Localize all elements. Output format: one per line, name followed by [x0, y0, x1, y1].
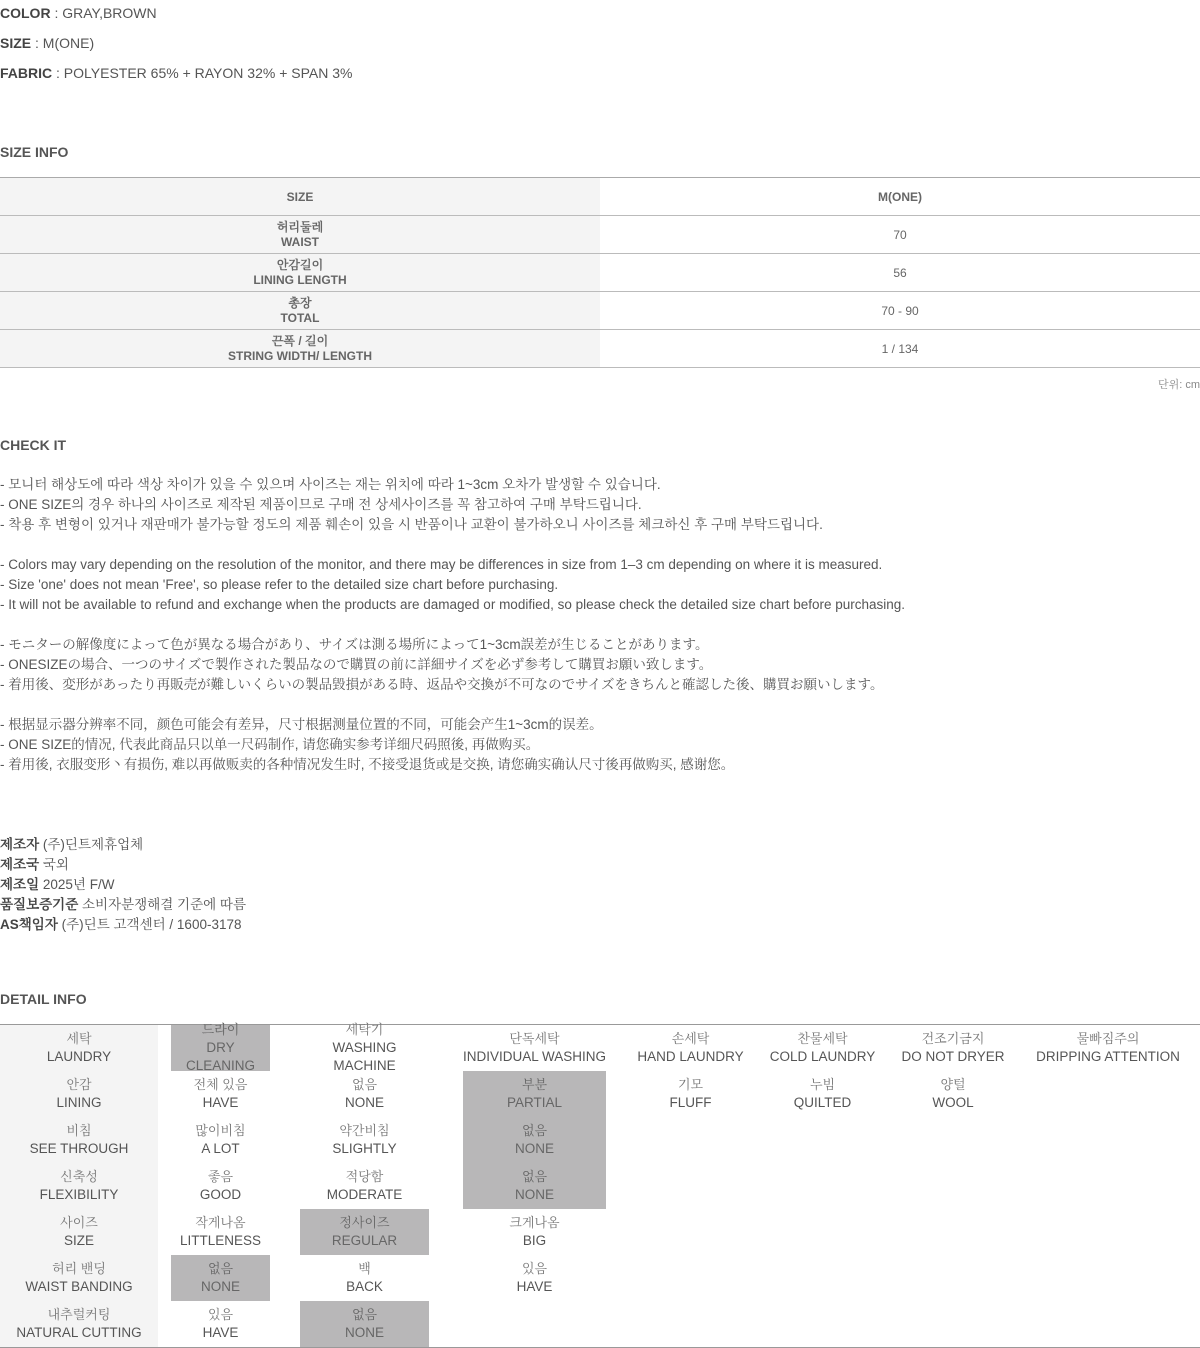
spec-fabric	[0, 63, 352, 83]
detail-option-en: HAVE	[202, 1325, 239, 1340]
detail-option-en: SLIGHTLY	[332, 1141, 397, 1156]
detail-label-ko: 비침	[66, 1123, 92, 1138]
detail-option-ko: 약간비침	[339, 1123, 390, 1138]
size-label-en: WAIST	[281, 234, 319, 249]
detail-row-label	[0, 1255, 158, 1301]
detail-info-title: DETAIL INFO	[0, 991, 87, 1007]
detail-option-selected	[300, 1301, 429, 1347]
detail-row-label	[0, 1209, 158, 1255]
detail-option	[463, 1214, 606, 1250]
maker-value: (주)딘트제휴업체	[39, 837, 144, 852]
detail-row-label	[0, 1071, 158, 1117]
size-label-en: STRING WIDTH/ LENGTH	[228, 348, 372, 363]
size-label-ko: 안감길이	[276, 257, 324, 272]
detail-label-ko: 허리 밴딩	[52, 1261, 106, 1276]
maker-value: 국외	[39, 857, 69, 872]
size-header-label: SIZE	[0, 178, 600, 215]
detail-option-en: MODERATE	[326, 1187, 403, 1202]
size-table-row	[0, 292, 1200, 330]
maker-line	[0, 895, 246, 915]
detail-option-ko: 드라이	[201, 1022, 240, 1037]
size-row-label	[0, 254, 600, 291]
check-line: - 着用後、変形があったり再販売が難しいくらいの製品毀損がある時、返品や交換が不可なのでサイズをきちんと確認した後、購買お願いします。	[0, 677, 884, 692]
detail-option-selected	[300, 1209, 429, 1255]
spec-label: SIZE	[0, 35, 32, 51]
size-table	[0, 177, 1200, 368]
detail-option	[463, 1260, 606, 1296]
detail-option-en: DRY CLEANING	[185, 1040, 256, 1073]
detail-option-ko: 기모	[677, 1077, 704, 1092]
detail-option-ko: 있음	[521, 1261, 548, 1276]
detail-option	[171, 1306, 270, 1342]
detail-option-en: NONE	[514, 1187, 554, 1202]
maker-value: 2025년 F/W	[39, 877, 115, 892]
detail-option-selected	[463, 1071, 606, 1117]
size-unit-note: 단위: cm	[1157, 379, 1200, 391]
detail-option-ko: 없음	[521, 1123, 548, 1138]
detail-option-en: WASHING MACHINE	[332, 1040, 397, 1073]
detail-label-ko: 안감	[66, 1077, 92, 1092]
detail-option-en: DRIPPING ATTENTION	[1036, 1049, 1180, 1064]
maker-line	[0, 855, 69, 875]
detail-option-en: WOOL	[932, 1095, 974, 1110]
detail-option-ko: 적당함	[345, 1169, 384, 1184]
detail-option-ko: 단독세탁	[509, 1031, 560, 1046]
detail-option-ko: 부분	[521, 1077, 548, 1092]
detail-option-en: BIG	[522, 1233, 547, 1248]
detail-option-en: HAVE	[516, 1279, 553, 1294]
maker-line	[0, 915, 241, 935]
spec-value: : M(ONE)	[31, 35, 95, 51]
detail-option-selected	[463, 1163, 606, 1209]
detail-option-ko: 세탁기	[345, 1022, 384, 1037]
detail-label-ko: 세탁	[66, 1031, 92, 1046]
detail-option-ko: 정사이즈	[339, 1215, 390, 1230]
spec-value: : POLYESTER 65% + RAYON 32% + SPAN 3%	[52, 65, 353, 81]
detail-option-en: NONE	[514, 1141, 554, 1156]
detail-option	[300, 1076, 429, 1112]
maker-label: 제조국	[0, 857, 40, 872]
detail-option-en: GOOD	[199, 1187, 242, 1202]
detail-label-en: NATURAL CUTTING	[16, 1325, 142, 1340]
size-label-ko: 총장	[288, 295, 312, 310]
spec-label: FABRIC	[0, 65, 53, 81]
size-table-row	[0, 216, 1200, 254]
check-line: - 착용 후 변형이 있거나 재판매가 불가능할 정도의 제품 훼손이 있을 시 반품이나 교환이 불가하오니 사이즈를 체크하신 후 구매 부탁드립니다.	[0, 517, 823, 532]
maker-line	[0, 835, 143, 855]
detail-option-ko: 없음	[521, 1169, 548, 1184]
size-row-label	[0, 330, 600, 367]
detail-option-en: PARTIAL	[506, 1095, 563, 1110]
maker-label: AS책임자	[0, 917, 58, 932]
size-row-label	[0, 216, 600, 253]
check-line: - モニターの解像度によって色が異なる場合があり、サイズは測る場所によって1~3cm誤差が生じることがあります。	[0, 637, 709, 652]
spec-label: COLOR	[0, 5, 51, 21]
size-table-row	[0, 254, 1200, 292]
detail-option	[171, 1122, 270, 1158]
detail-option-en: FLUFF	[669, 1095, 712, 1110]
detail-option-ko: 전체 있음	[193, 1077, 248, 1092]
detail-option	[171, 1076, 270, 1112]
detail-option-ko: 백	[358, 1261, 371, 1276]
detail-option-en: QUILTED	[793, 1095, 852, 1110]
detail-label-ko: 사이즈	[60, 1215, 98, 1230]
size-label-en: LINING LENGTH	[253, 272, 347, 287]
check-line: - ONESIZEの場合、一つのサイズで製作された製品なので購買の前に詳細サイズを必ず参考して購買お願い致します。	[0, 657, 713, 672]
detail-label-en: SIZE	[63, 1233, 94, 1248]
detail-option-ko: 없음	[351, 1077, 378, 1092]
size-row-value: 70 - 90	[881, 303, 919, 318]
size-label-en: TOTAL	[280, 310, 320, 325]
detail-option	[300, 1022, 429, 1073]
detail-label-en: LAUNDRY	[46, 1049, 112, 1064]
detail-option-en: REGULAR	[331, 1233, 398, 1248]
detail-option-ko: 찬물세탁	[797, 1031, 848, 1046]
spec-color	[0, 3, 157, 23]
size-row-label	[0, 292, 600, 329]
size-info-title: SIZE INFO	[0, 144, 69, 160]
detail-option-en: NONE	[200, 1279, 240, 1294]
detail-option	[171, 1214, 270, 1250]
detail-option-selected	[171, 1022, 270, 1073]
check-line: - ONE SIZE의 경우 하나의 사이즈로 제작된 제품이므로 구매 전 상세사이즈를 꼭 참고하여 구매 부탁드립니다.	[0, 497, 642, 512]
detail-option	[171, 1168, 270, 1204]
detail-option	[754, 1030, 891, 1066]
detail-option-ko: 없음	[207, 1261, 234, 1276]
detail-option-ko: 좋음	[207, 1169, 234, 1184]
detail-option	[891, 1076, 1015, 1112]
detail-option-ko: 손세탁	[671, 1031, 710, 1046]
size-header-value: M(ONE)	[878, 189, 922, 204]
detail-option	[754, 1076, 891, 1112]
detail-row-label	[0, 1301, 158, 1347]
check-line: - 着用後, 衣服变形丶有损伤, 难以再做贩卖的各种情况发生时, 不接受退货或是交换, 请您确实确认尺寸後再做购买, 感谢您。	[0, 757, 735, 772]
detail-info-table	[0, 1024, 1200, 1348]
detail-option	[628, 1076, 753, 1112]
detail-option	[300, 1122, 429, 1158]
detail-option-selected	[171, 1255, 270, 1301]
detail-option-en: HAND LAUNDRY	[637, 1049, 744, 1064]
detail-option	[300, 1168, 429, 1204]
detail-option-ko: 없음	[351, 1307, 378, 1322]
detail-option-en: INDIVIDUAL WASHING	[463, 1049, 607, 1064]
detail-option	[300, 1260, 429, 1296]
detail-label-en: SEE THROUGH	[29, 1141, 129, 1156]
size-table-header	[0, 178, 1200, 216]
size-row-value: 70	[893, 227, 907, 242]
detail-row-label	[0, 1025, 158, 1071]
maker-line	[0, 875, 114, 895]
size-table-row	[0, 330, 1200, 368]
detail-row-label	[0, 1163, 158, 1209]
size-label-ko: 허리둘레	[276, 219, 324, 234]
check-line: - 모니터 해상도에 따라 색상 차이가 있을 수 있으며 사이즈는 재는 위치에 따라 1~3cm 오차가 발생할 수 있습니다.	[0, 477, 661, 492]
detail-option-en: HAVE	[202, 1095, 239, 1110]
maker-label: 제조일	[0, 877, 40, 892]
detail-option	[891, 1030, 1015, 1066]
check-line: - 根据显示器分辨率不同，颜色可能会有差异，尺寸根据测量位置的不同，可能会产生1~3cm的误差。	[0, 717, 603, 732]
detail-option-ko: 크게나옴	[509, 1215, 560, 1230]
detail-label-en: LINING	[56, 1095, 102, 1110]
detail-option-ko: 양털	[940, 1077, 966, 1092]
check-line: - It will not be available to refund and exchange when the products are damaged or modified, so please check the detailed size chart before purchasing.	[0, 597, 906, 612]
detail-label-ko: 신축성	[60, 1169, 98, 1184]
detail-option-en: NONE	[344, 1325, 384, 1340]
check-it-title: CHECK IT	[0, 437, 67, 453]
detail-option-ko: 있음	[207, 1307, 234, 1322]
spec-size	[0, 33, 94, 53]
detail-option-en: BACK	[346, 1279, 383, 1294]
check-line: - ONE SIZE的情况, 代表此商品只以单一尺码制作, 请您确实参考详细尺码照後, 再做购买。	[0, 737, 540, 752]
maker-label: 제조자	[0, 837, 40, 852]
detail-option-en: DO NOT DRYER	[901, 1049, 1005, 1064]
size-label-ko: 끈폭 / 길이	[271, 333, 329, 348]
spec-value: : GRAY,BROWN	[50, 5, 157, 21]
detail-label-ko: 내추럴커팅	[47, 1307, 111, 1322]
maker-label: 품질보증기준	[0, 897, 79, 912]
detail-row-label	[0, 1117, 158, 1163]
detail-option-en: LITTLENESS	[179, 1233, 262, 1248]
maker-value: 소비자분쟁해결 기준에 따름	[78, 897, 246, 912]
detail-option-ko: 물빠짐주의	[1076, 1031, 1140, 1046]
detail-option-en: A LOT	[201, 1141, 240, 1156]
size-row-value: 1 / 134	[881, 341, 919, 356]
detail-label-en: FLEXIBILITY	[39, 1187, 119, 1202]
detail-option	[1016, 1030, 1200, 1066]
detail-option-ko: 누빔	[809, 1077, 836, 1092]
detail-option-ko: 많이비침	[195, 1123, 246, 1138]
detail-option-ko: 건조기금지	[921, 1031, 985, 1046]
size-row-value: 56	[893, 265, 907, 280]
detail-option	[628, 1030, 753, 1066]
check-line: - Size 'one' does not mean 'Free', so please refer to the detailed size chart before purchasing.	[0, 577, 559, 592]
detail-label-en: WAIST BANDING	[25, 1279, 133, 1294]
detail-option-ko: 작게나옴	[195, 1215, 246, 1230]
check-line: - Colors may vary depending on the resolution of the monitor, and there may be differences in size from 1–3 cm depending on where it is measured.	[0, 557, 883, 572]
detail-option-en: NONE	[344, 1095, 384, 1110]
detail-option	[463, 1030, 606, 1066]
detail-option-selected	[463, 1117, 606, 1163]
detail-option-en: COLD LAUNDRY	[769, 1049, 876, 1064]
maker-value: (주)딘트 고객센터 / 1600-3178	[57, 917, 242, 932]
